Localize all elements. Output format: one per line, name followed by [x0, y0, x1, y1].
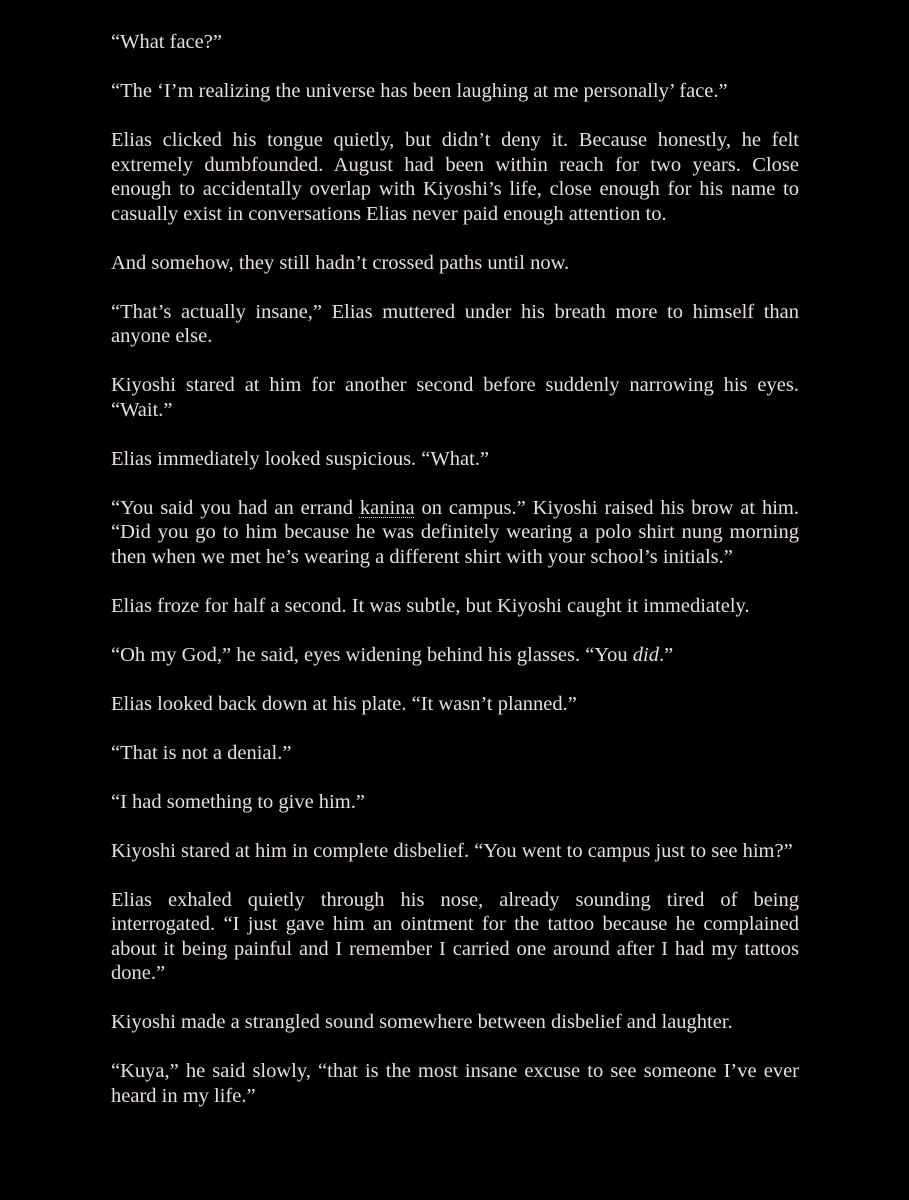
- paragraph: Elias looked back down at his plate. “It wasn’t planned.”: [111, 692, 577, 715]
- paragraph: “What face?”: [111, 31, 222, 53]
- paragraph-text: “Oh my God,” he said, eyes widening behind his glasses. “You: [111, 643, 633, 666]
- paragraph: And somehow, they still hadn’t crossed paths until now.: [111, 251, 570, 274]
- paragraph: “I had something to give him.”: [111, 790, 365, 813]
- paragraph: Elias immediately looked suspicious. “What.”: [111, 447, 490, 470]
- underlined-word: kanina: [359, 496, 415, 519]
- paragraph-text: .”: [658, 643, 674, 666]
- paragraph: “That is not a denial.”: [111, 741, 292, 764]
- paragraph-text: on campus.” Kiyoshi raised his brow at him. “Did you go to him because he was definitely wearing a polo shirt nung morning then when we met he’s wearing a different shirt with your school’s initials.”: [111, 496, 799, 568]
- paragraph: “That’s actually insane,” Elias muttered under his breath more to himself than anyone else.: [111, 300, 799, 347]
- paragraph: [111, 643, 799, 668]
- paragraph: “Kuya,” he said slowly, “that is the most insane excuse to see someone I’ve ever heard in my life.”: [111, 1060, 799, 1107]
- paragraph: Elias exhaled quietly through his nose, already sounding tired of being interrogated. “I just gave him an ointment for the tattoo because he complained about it being painful and I remember I carried one around after I had my tattoos done.”: [111, 888, 799, 984]
- paragraph: Elias froze for half a second. It was subtle, but Kiyoshi caught it immediately.: [111, 594, 750, 617]
- story-page: [111, 30, 799, 1108]
- paragraph: Elias clicked his tongue quietly, but didn’t deny it. Because honestly, he felt extremely dumbfounded. August had been within reach for two years. Close enough to accidentally overlap with Kiyoshi’s life, close enough for his name to casually exist in conversations Elias never paid enough attention to.: [111, 129, 799, 225]
- paragraph: [111, 496, 799, 570]
- paragraph-text: “You said you had an errand: [111, 496, 360, 519]
- emphasized-word: did: [632, 643, 659, 666]
- paragraph: Kiyoshi stared at him in complete disbelief. “You went to campus just to see him?”: [111, 839, 793, 862]
- paragraph: “The ‘I’m realizing the universe has been laughing at me personally’ face.”: [111, 80, 728, 102]
- paragraph: Kiyoshi made a strangled sound somewhere between disbelief and laughter.: [111, 1011, 733, 1033]
- paragraph: Kiyoshi stared at him for another second before suddenly narrowing his eyes. “Wait.”: [111, 374, 799, 421]
